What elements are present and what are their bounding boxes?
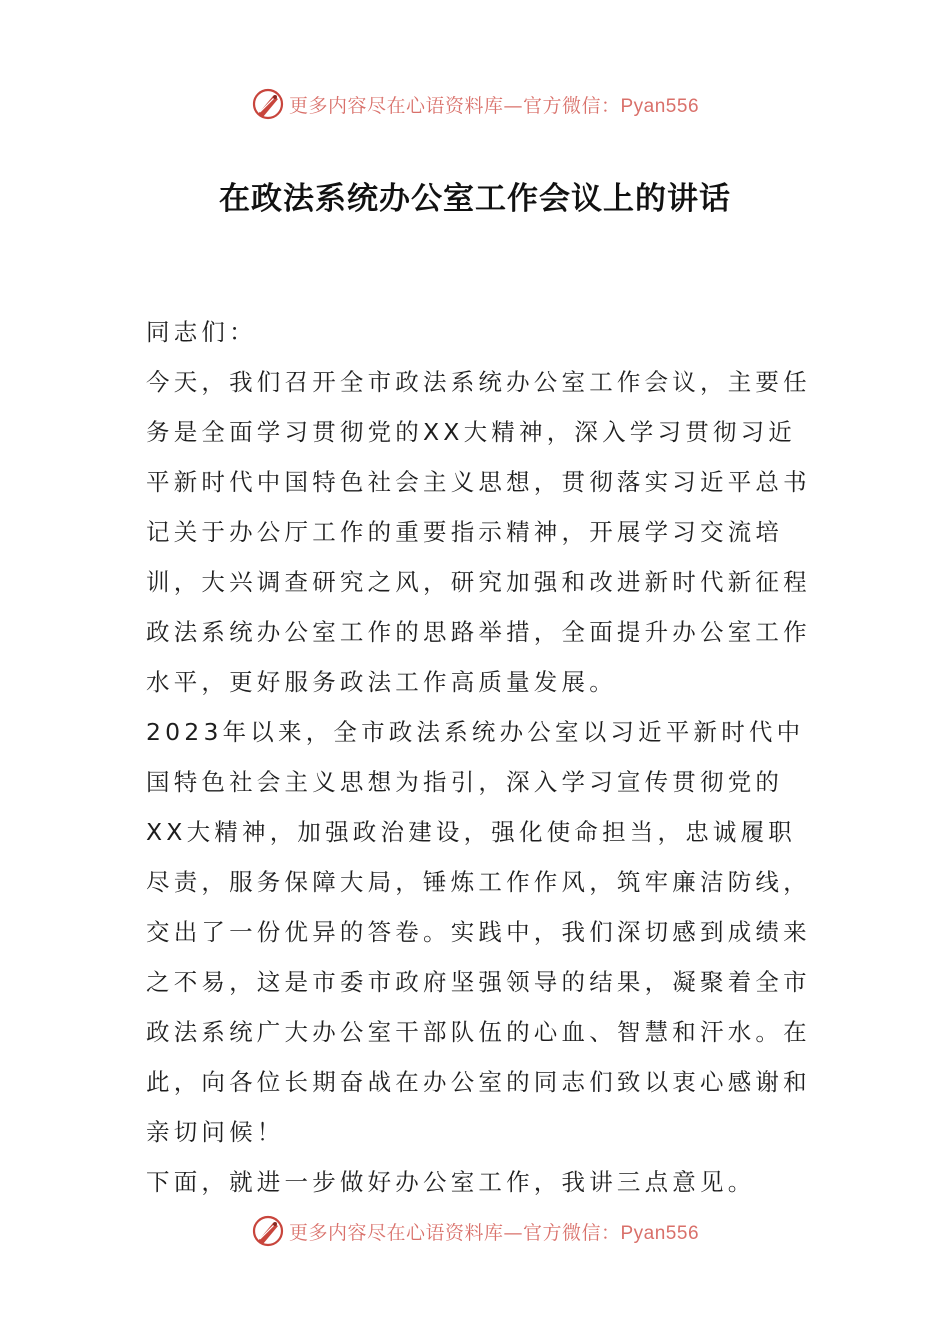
wechat-id: Pyan556 (620, 95, 700, 117)
paragraph-3: 下面，就进一步做好办公室工作，我讲三点意见。 (146, 1168, 756, 1196)
footer-watermark (0, 1211, 950, 1251)
document-body (146, 307, 822, 1207)
paragraph-1: 今天，我们召开全市政法系统办公室工作会议，主要任务是全面学习贯彻党的XX大精神，深入学习贯彻习近平新时代中国特色社会主义思想，贯彻落实习近平总书记关于办公厅工作的重要指示精神，开展学习交流培训，大兴调查研究之风，研究加强和改进新时代新征程政法系统办公室工作的思路举措，全面提升办公室工作水平，更好服务政法工作高质量发展。 (146, 368, 811, 696)
paragraph-2: 2023年以来，全市政法系统办公室以习近平新时代中国特色社会主义思想为指引，深入学习宣传贯彻党的XX大精神，加强政治建设，强化使命担当，忠诚履职尽责，服务保障大局，锤炼工作作风，筑牢廉洁防线，交出了一份优异的答卷。实践中，我们深切感到成绩来之不易，这是市委市政府坚强领导的结果，凝聚着全市政法系统广大办公室干部队伍的心血、智慧和汗水。在此，向各位长期奋战在办公室的同志们致以衷心感谢和亲切问候！ (146, 718, 811, 1146)
pen-nib-logo-icon (251, 87, 285, 121)
document-title: 在政法系统办公室工作会议上的讲话 (219, 181, 731, 217)
watermark-text: 更多内容尽在心语资料库—官方微信：Pyan556 (288, 94, 700, 117)
wechat-id: Pyan556 (620, 1222, 700, 1244)
pen-nib-logo-icon (251, 1214, 285, 1248)
watermark-text: 更多内容尽在心语资料库—官方微信：Pyan556 (288, 1221, 700, 1244)
salutation: 同志们： (146, 318, 257, 346)
header-watermark (0, 84, 950, 124)
